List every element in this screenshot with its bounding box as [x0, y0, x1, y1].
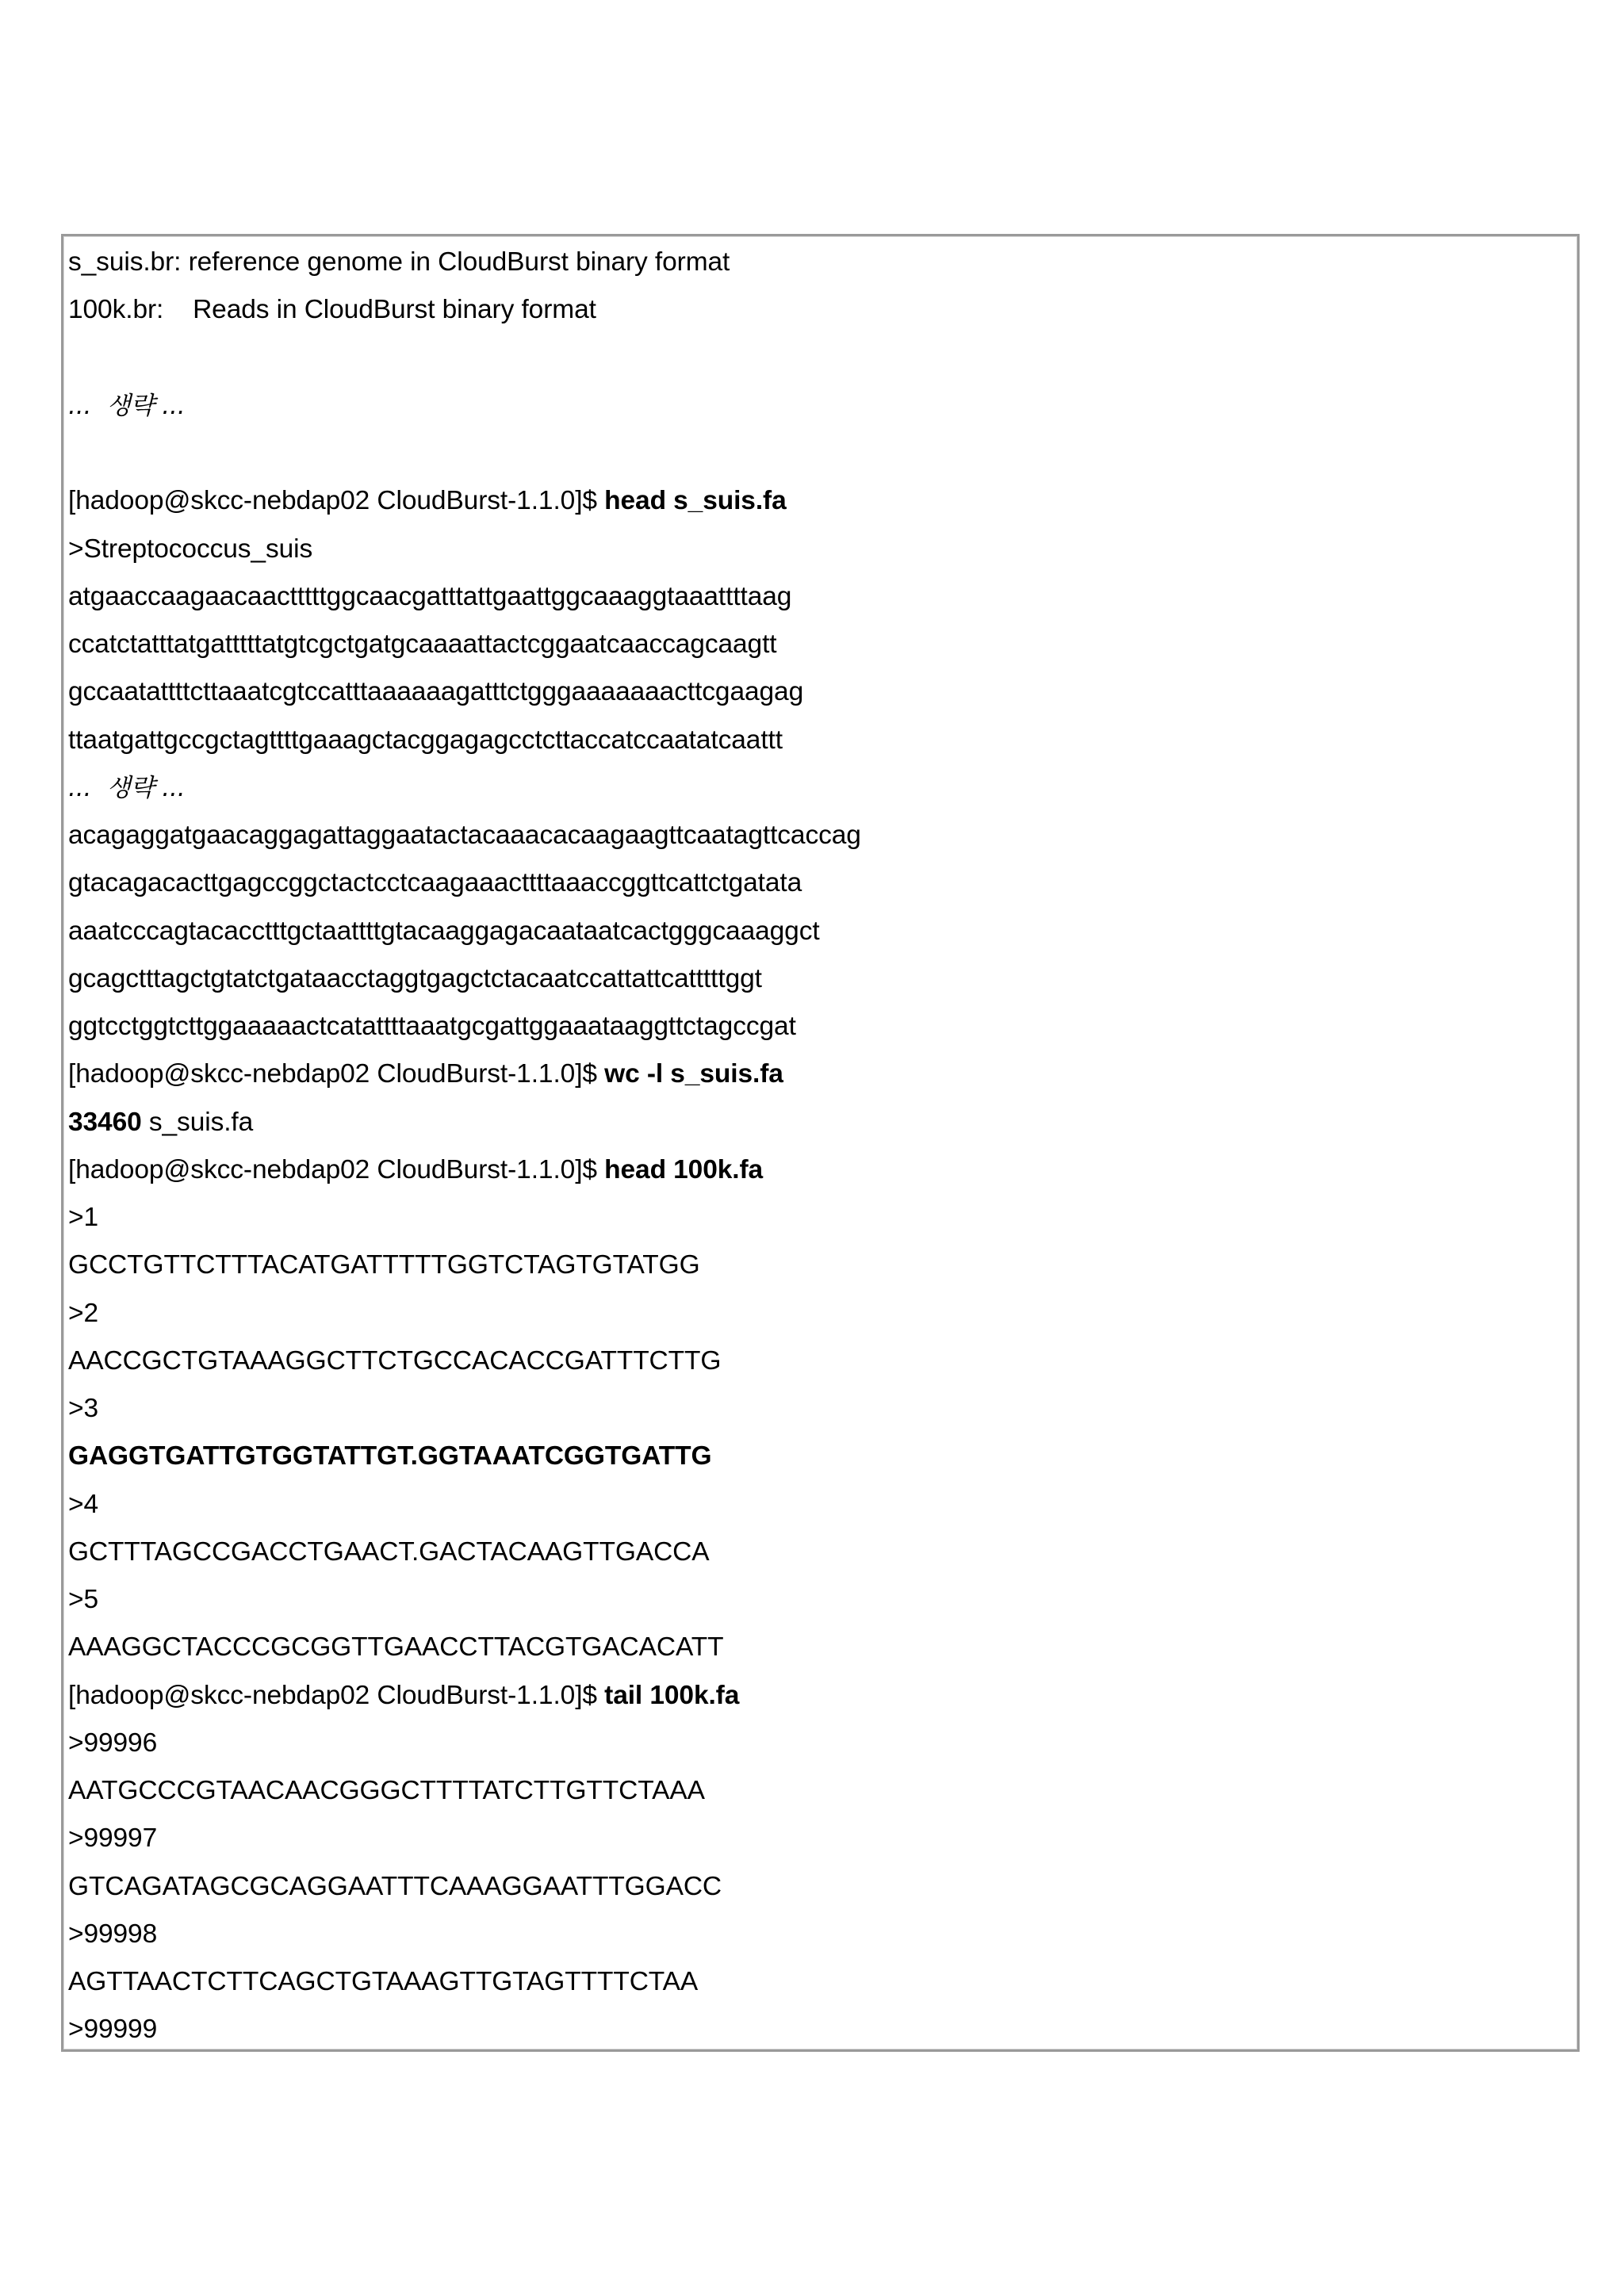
- output-line: s_suis.br: reference genome in CloudBurst binary format: [68, 247, 730, 277]
- output-line: GTCAGATAGCGCAGGAATTTCAAAGGAATTTGGACC: [68, 1871, 722, 1901]
- output-line: atgaaccaagaacaactttttggcaacgatttattgaattggcaaaggtaaattttaag: [68, 581, 792, 611]
- output-line: gcagctttagctgtatctgataacctaggtgagctctacaatccattattcatttttggt: [68, 963, 762, 993]
- output-line: >Streptococcus_suis: [68, 534, 313, 564]
- output-line: acagaggatgaacaggagattaggaatactacaaacacaagaagttcaatagttcaccag: [68, 821, 861, 850]
- output-line: ttaatgattgccgctagttttgaaagctacggagagcctcttaccatccaatatcaattt: [68, 725, 783, 755]
- shell-command-line: [68, 1672, 739, 1720]
- output-line: AGTTAACTCTTCAGCTGTAAAGTTGTAGTTTTCTAA: [68, 1967, 699, 1996]
- output-line: AACCGCTGTAAAGGCTTCTGCCACACCGATTTCTTG: [68, 1345, 722, 1376]
- output-line: ggtcctggtcttggaaaaactcatattttaaatgcgattggaaataaggttctagccgat: [68, 1012, 796, 1041]
- omitted-marker: ... 생략 ...: [68, 391, 186, 420]
- output-line: GCCTGTTCTTTACATGATTTTTGGTCTAGTGTATGG: [68, 1250, 700, 1280]
- output-line: >1: [68, 1203, 98, 1232]
- shell-command-line: [68, 1050, 783, 1098]
- output-line: >99999: [68, 2015, 158, 2045]
- output-line: >99997: [68, 1823, 158, 1854]
- output-line: ccatctatttatgatttttatgtcgctgatgcaaaattactcggaatcaaccagcaagtt: [68, 629, 777, 659]
- output-line: AAAGGCTACCCGCGGTTGAACCTTACGTGACACATT: [68, 1632, 724, 1663]
- shell-command: tail 100k.fa: [604, 1680, 740, 1710]
- highlighted-read-line: GAGGTGATTGTGGTATTGT.GGTAAATCGGTGATTG: [68, 1441, 712, 1471]
- line-count-filename: s_suis.fa: [141, 1107, 254, 1137]
- shell-command-line: [68, 1146, 763, 1194]
- output-line: GCTTTAGCCGACCTGAACT.GACTACAAGTTGACCA: [68, 1536, 710, 1567]
- output-line: gccaatattttcttaaatcgtccatttaaaaaagatttctgggaaaaaaacttcgaagag: [68, 677, 804, 707]
- output-line: >4: [68, 1489, 98, 1519]
- output-line: AATGCCCGTAACAACGGGCTTTTATCTTGTTCTAAA: [68, 1776, 705, 1805]
- output-line: >5: [68, 1585, 98, 1614]
- output-line: >2: [68, 1298, 98, 1328]
- output-line: aaatcccagtacacctttgctaattttgtacaaggagacaataatcactgggcaaaggct: [68, 916, 820, 946]
- shell-command: head 100k.fa: [604, 1154, 764, 1184]
- output-line: gtacagacacttgagccggctactcctcaagaaacttttaaaccggttcattctgatata: [68, 868, 802, 898]
- output-line: >99998: [68, 1919, 158, 1949]
- output-line: >99996: [68, 1728, 158, 1758]
- shell-prompt: [hadoop@skcc-nebdap02 CloudBurst-1.1.0]$: [68, 1059, 605, 1089]
- shell-command-line: [68, 477, 787, 525]
- shell-command: head s_suis.fa: [604, 486, 787, 516]
- output-line: >3: [68, 1394, 98, 1423]
- line-count-value: 33460: [68, 1107, 142, 1137]
- output-line: 100k.br: Reads in CloudBurst binary format: [68, 295, 596, 325]
- shell-prompt: [hadoop@skcc-nebdap02 CloudBurst-1.1.0]$: [68, 1154, 605, 1184]
- line-count-output: [68, 1099, 253, 1146]
- document-box: [61, 234, 1580, 2052]
- shell-prompt: [hadoop@skcc-nebdap02 CloudBurst-1.1.0]$: [68, 1680, 605, 1710]
- shell-command: wc -l s_suis.fa: [604, 1059, 783, 1089]
- shell-prompt: [hadoop@skcc-nebdap02 CloudBurst-1.1.0]$: [68, 486, 605, 516]
- omitted-marker: ... 생략 ...: [68, 773, 186, 802]
